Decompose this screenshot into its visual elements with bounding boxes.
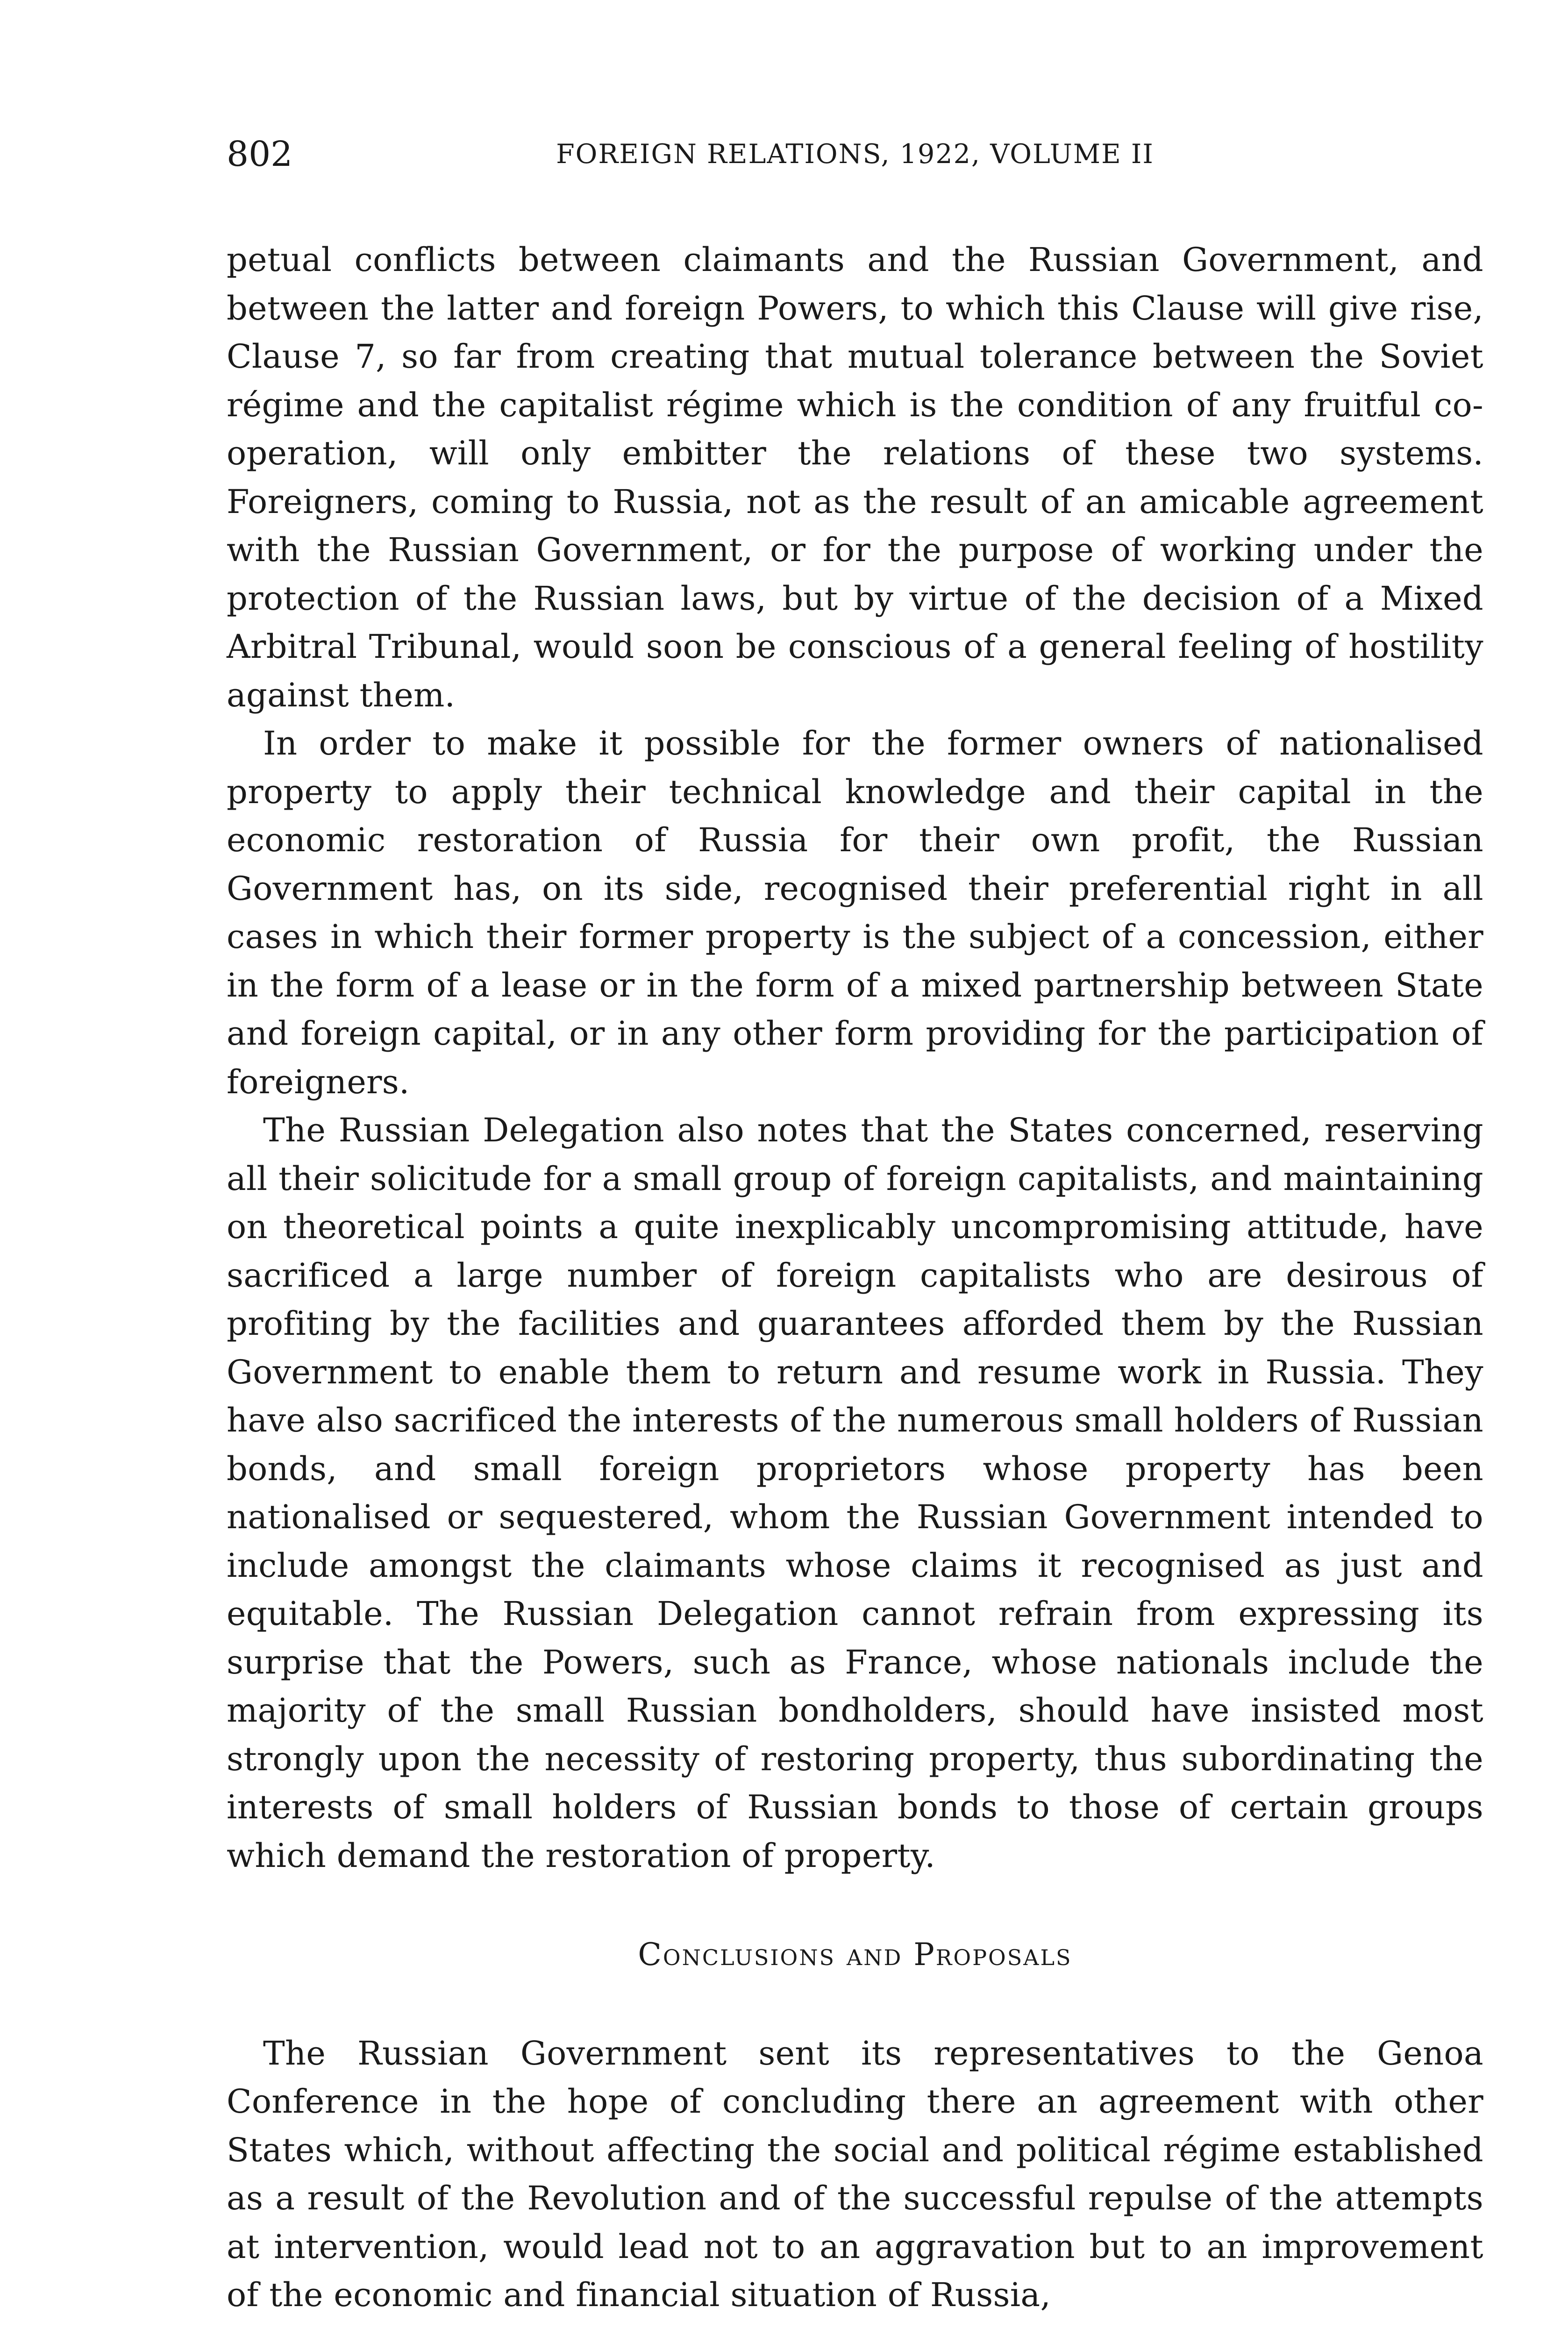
paragraph-russian-delegation: The Russian Delegation also notes that the States concerned, reserving all their solicitude for a small group of foreign capitalists, and maintaining on theoretical points a quite inexplicably uncompromising attitude, have sacrificed a large number of foreign capitalists who are desirous of profiting by the facilities and guarantees afforded them by the Russian Government to enable them to return and resume work in Russia. They have also sacrificed the interests of the numerous small holders of Russian bonds, and small foreign proprietors whose property has been nationalised or sequestered, whom the Russian Government intended to include amongst the claimants whose claims it recognised as just and equitable. The Russian Delegation cannot refrain from expressing its surprise that the Powers, such as France, whose nationals include the majority of the small Russian bondholders, should have insisted most strongly upon the necessity of restoring property, thus subordinating the interests of small holders of Russian bonds to those of certain groups which demand the restoration of property. [227, 1111, 1483, 1875]
paragraph-continuation: petual conflicts between claimants and the Russian Government, and between the latter and foreign Powers, to which this Clause will give rise, Clause 7, so far from creating that mutual tolerance between the Soviet régime and the capitalist régime which is the condition of any fruitful co-operation, will only embitter the relations of these two systems. Foreigners, coming to Russia, not as the result of an amicable agreement with the Russian Government, or for the purpose of working under the protection of the Russian laws, but by virtue of the decision of a Mixed Arbitral Tribunal, would soon be conscious of a general feeling of hostility against them. [227, 241, 1483, 714]
page-number: 802 [227, 134, 293, 174]
section-heading: Conclusions and Proposals [638, 1937, 1072, 1973]
running-head [227, 128, 1483, 180]
running-head-title: FOREIGN RELATIONS, 1922, VOLUME II [556, 139, 1154, 170]
paragraph-conclusions: The Russian Government sent its representatives to the Genoa Conference in the hope of concluding there an agreement with other States which, without affecting the social and political régime established as a result of the Revolution and of the successful repulse of the attempts at intervention, would lead not to an aggravation but to an improvement of the economic and financial situation of Russia, [227, 2034, 1483, 2314]
body-text [227, 236, 1483, 2320]
paragraph-preferential-right: In order to make it possible for the former owners of nationalised property to apply their technical knowledge and their capital in the economic restoration of Russia for their own profit, the Russian Government has, on its side, recognised their preferential right in all cases in which their former property is the subject of a concession, either in the form of a lease or in the form of a mixed partnership between State and foreign capital, or in any other form providing for the participation of foreigners. [227, 724, 1483, 1101]
